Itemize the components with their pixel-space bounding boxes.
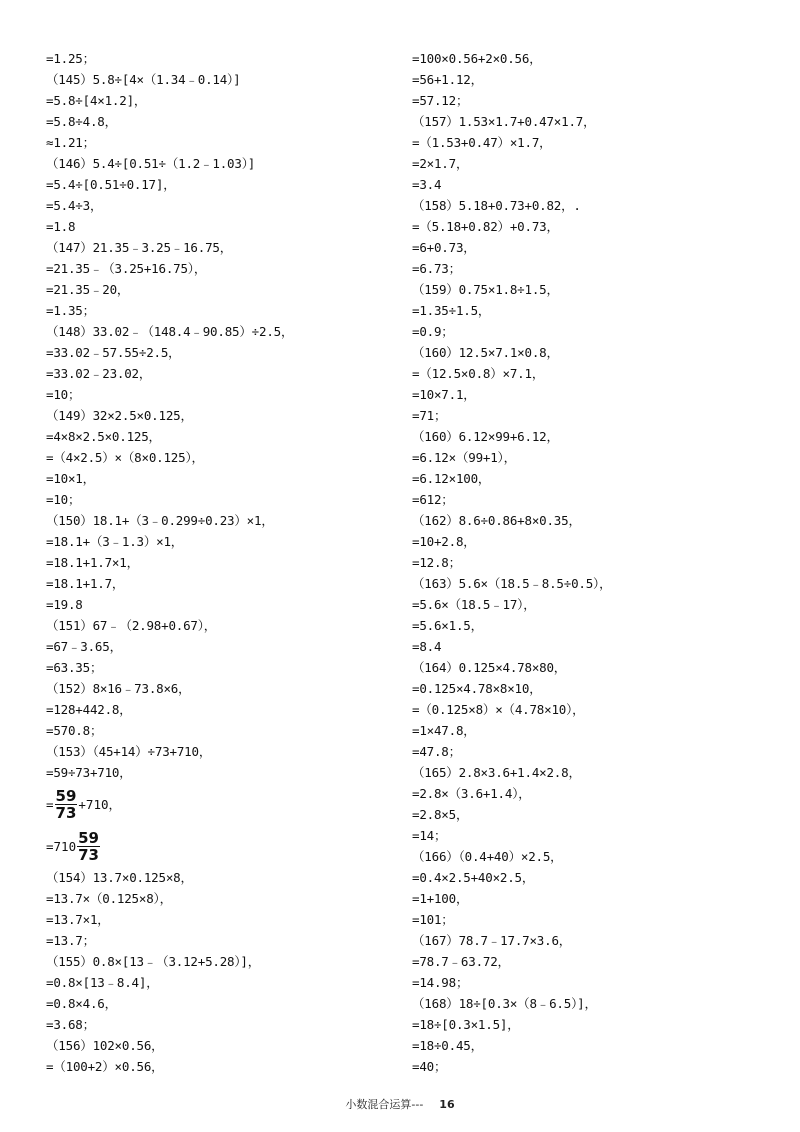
solution-line: （164）0.125×4.78×80， xyxy=(412,660,567,675)
left-column xyxy=(46,48,396,1077)
solution-line: （165）2.8×3.6+1.4×2.8， xyxy=(412,765,581,780)
fraction-denominator: 73 xyxy=(78,845,99,864)
fraction-line-2 xyxy=(46,825,396,867)
fraction xyxy=(55,788,78,821)
right-solution-lines xyxy=(412,48,782,1077)
solution-line: =40； xyxy=(412,1059,447,1074)
solution-line: =19.8 xyxy=(46,597,83,612)
solution-line: （158）5.18+0.73+0.82，. xyxy=(412,198,581,213)
solution-line: =5.6×（18.5﹣17）， xyxy=(412,597,536,612)
solution-line: （151）67﹣（2.98+0.67）， xyxy=(46,618,217,633)
solution-line: =10； xyxy=(46,492,81,507)
solution-line: （149）32×2.5×0.125， xyxy=(46,408,193,423)
solution-line: =4×8×2.5×0.125， xyxy=(46,429,161,444)
solution-line: =100×0.56+2×0.56， xyxy=(412,51,542,66)
left-solution-lines xyxy=(46,48,396,783)
page-footer xyxy=(0,1096,800,1112)
solution-line: =0.4×2.5+40×2.5， xyxy=(412,870,535,885)
solution-line: =18.1+1.7×1， xyxy=(46,555,139,570)
solution-line: =78.7﹣63.72， xyxy=(412,954,510,969)
solution-line: （145）5.8÷[4×（1.34﹣0.14）] xyxy=(46,72,241,87)
solution-line: （167）78.7﹣17.7×3.6， xyxy=(412,933,572,948)
solution-line: （146）5.4÷[0.51÷（1.2﹣1.03）] xyxy=(46,156,256,171)
solution-line: =14.98； xyxy=(412,975,469,990)
solution-line: =128+442.8， xyxy=(46,702,132,717)
solution-line: （148）33.02﹣（148.4﹣90.85）÷2.5， xyxy=(46,324,294,339)
solution-line: （166）（0.4+40）×2.5， xyxy=(412,849,563,864)
solution-line: =5.8÷[4×1.2]， xyxy=(46,93,147,108)
fraction-denominator: 73 xyxy=(55,803,77,822)
solution-line: =18÷0.45， xyxy=(412,1038,483,1053)
solution-line: =1×47.8， xyxy=(412,723,476,738)
solution-line: =18.1+（3﹣1.3）×1， xyxy=(46,534,184,549)
solution-line: （157）1.53×1.7+0.47×1.7， xyxy=(412,114,596,129)
solution-line: =10×1， xyxy=(46,471,95,486)
fraction-numerator: 59 xyxy=(78,828,99,847)
solution-line: （159）0.75×1.8÷1.5， xyxy=(412,282,559,297)
solution-line: =13.7； xyxy=(46,933,95,948)
solution-line: =1.8 xyxy=(46,219,76,234)
solution-line: =（0.125×8）×（4.78×10）， xyxy=(412,702,585,717)
solution-line: =（4×2.5）×（8×0.125）， xyxy=(46,450,204,465)
solution-line: =8.4 xyxy=(412,639,442,654)
solution-line: =0.8×4.6， xyxy=(46,996,117,1011)
solution-line: =33.02﹣57.55÷2.5， xyxy=(46,345,181,360)
solution-line: =6+0.73， xyxy=(412,240,476,255)
solution-line: =10+2.8， xyxy=(412,534,476,549)
solution-line: =57.12； xyxy=(412,93,469,108)
solution-line: =21.35﹣（3.25+16.75）， xyxy=(46,261,207,276)
fraction-prefix: = xyxy=(46,796,54,812)
solution-line: =（100+2）×0.56， xyxy=(46,1059,164,1074)
solution-line: =5.8÷4.8， xyxy=(46,114,117,129)
solution-line: （156）102×0.56， xyxy=(46,1038,164,1053)
solution-line: （152）8×16﹣73.8×6， xyxy=(46,681,191,696)
solution-line: （154）13.7×0.125×8， xyxy=(46,870,193,885)
solution-line: =12.8； xyxy=(412,555,461,570)
solution-line: =63.35； xyxy=(46,660,103,675)
solution-line: =59÷73+710， xyxy=(46,765,132,780)
solution-line: =3.4 xyxy=(412,177,442,192)
solution-line: =47.8； xyxy=(412,744,461,759)
solution-line: =2×1.7， xyxy=(412,156,469,171)
solution-line: （150）18.1+（3﹣0.299÷0.23）×1， xyxy=(46,513,274,528)
solution-line: =71； xyxy=(412,408,447,423)
solution-line: =101； xyxy=(412,912,454,927)
page-number: 16 xyxy=(439,1098,455,1111)
solution-line: =18.1+1.7， xyxy=(46,576,125,591)
solution-line: =0.125×4.78×8×10， xyxy=(412,681,542,696)
solution-line: =10×7.1， xyxy=(412,387,476,402)
solution-line: =5.6×1.5， xyxy=(412,618,483,633)
solution-line: =33.02﹣23.02， xyxy=(46,366,152,381)
solution-line: =6.73； xyxy=(412,261,461,276)
solution-line: =56+1.12， xyxy=(412,72,483,87)
footer-title: 小数混合运算--- xyxy=(345,1098,424,1111)
solution-line: =0.8×[13﹣8.4]， xyxy=(46,975,159,990)
solution-line: （162）8.6÷0.86+8×0.35， xyxy=(412,513,581,528)
solution-line: =（12.5×0.8）×7.1， xyxy=(412,366,545,381)
solution-line: （153）（45+14）÷73+710， xyxy=(46,744,212,759)
solution-line: （147）21.35﹣3.25﹣16.75， xyxy=(46,240,233,255)
solution-line: =14； xyxy=(412,828,447,843)
solution-line: =570.8； xyxy=(46,723,103,738)
solution-line: =2.8×5， xyxy=(412,807,469,822)
solution-line: =13.7×1， xyxy=(46,912,110,927)
fraction-line-1 xyxy=(46,783,396,825)
solution-line: （160）12.5×7.1×0.8， xyxy=(412,345,559,360)
fraction-prefix: =710 xyxy=(46,838,77,854)
solution-line: =1.35； xyxy=(46,303,95,318)
solution-line: =612； xyxy=(412,492,454,507)
fraction xyxy=(77,830,100,863)
solution-line: （168）18÷[0.3×（8﹣6.5）]， xyxy=(412,996,597,1011)
solution-line: ≈1.21； xyxy=(46,135,95,150)
solution-line: =5.4÷3， xyxy=(46,198,103,213)
solution-line: =2.8×（3.6+1.4）， xyxy=(412,786,531,801)
solution-line: =21.35﹣20， xyxy=(46,282,130,297)
solution-line: =10； xyxy=(46,387,81,402)
solution-line: （163）5.6×（18.5﹣8.5÷0.5）， xyxy=(412,576,612,591)
left-solution-lines-continued xyxy=(46,867,396,1077)
solution-line: =5.4÷[0.51÷0.17]， xyxy=(46,177,176,192)
fraction-suffix: +710， xyxy=(78,797,122,812)
solution-line: =67﹣3.65， xyxy=(46,639,122,654)
solution-line: （155）0.8×[13﹣（3.12+5.28）]， xyxy=(46,954,261,969)
right-column xyxy=(412,48,782,1077)
solution-line: =3.68； xyxy=(46,1017,95,1032)
solution-line: =1+100， xyxy=(412,891,469,906)
solution-line: =0.9； xyxy=(412,324,454,339)
solution-line: =18÷[0.3×1.5]， xyxy=(412,1017,520,1032)
solution-line: =6.12×100， xyxy=(412,471,491,486)
solution-line: （160）6.12×99+6.12， xyxy=(412,429,559,444)
solution-line: =（5.18+0.82）+0.73， xyxy=(412,219,559,234)
solution-line: =13.7×（0.125×8）， xyxy=(46,891,172,906)
solution-line: =1.25； xyxy=(46,51,95,66)
solution-line: =（1.53+0.47）×1.7， xyxy=(412,135,552,150)
fraction-numerator: 59 xyxy=(55,786,77,805)
solution-line: =1.35÷1.5， xyxy=(412,303,491,318)
solution-line: =6.12×（99+1）， xyxy=(412,450,516,465)
